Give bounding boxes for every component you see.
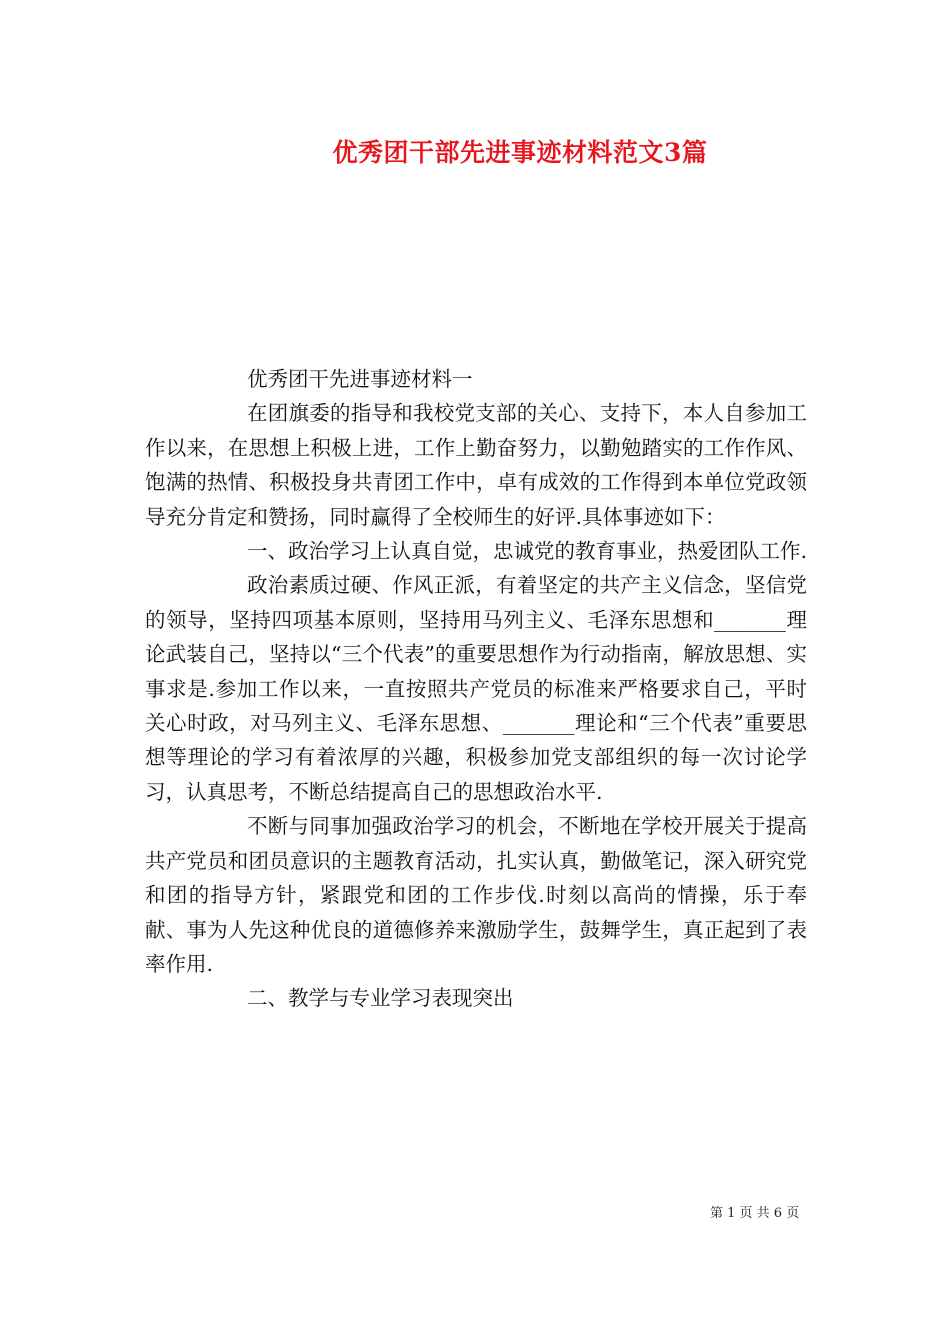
body-paragraph: 政治素质过硬、作风正派，有着坚定的共产主义信念，坚信党的领导，坚持四项基本原则，坚持用马列主义、毛泽东思想和_______理论武装自己，坚持以“三个代表”的重要思想作为行动指南，解放思想、实事求是.参加工作以来，一直按照共产党员的标准来严格要求自己，平时关心时政，对马列主义、毛泽东思想、_______理论和“三个代表”重要思想等理论的学习有着浓厚的兴趣，积极参加党支部组织的每一次讨论学习，认真思考，不断总结提高自己的思想政治水平. — [145, 573, 807, 804]
document-title — [0, 133, 950, 169]
body-paragraph: 不断与同事加强政治学习的机会，不断地在学校开展关于提高共产党员和团员意识的主题教育活动，扎实认真，勤做笔记，深入研究党和团的指导方针，紧跟党和团的工作步伐.时刻以高尚的情操，乐于奉献、事为人先这种优良的道德修养来激励学生，鼓舞学生，真正起到了表率作用. — [145, 814, 807, 976]
section-heading: 优秀团干先进事迹材料一 — [247, 367, 473, 391]
page-number: 第 1 页 共 6 页 — [710, 1206, 800, 1221]
document-title-text: 优秀团干部先进事迹材料范文3篇 — [332, 138, 708, 167]
subsection-heading: 一、政治学习上认真自觉，忠诚党的教育事业，热爱团队工作. — [247, 539, 808, 564]
subsection-heading: 二、教学与专业学习表现突出 — [247, 986, 514, 1011]
document-body — [145, 362, 807, 1016]
body-paragraph: 在团旗委的指导和我校党支部的关心、支持下，本人自参加工作以来，在思想上积极上进，工作上勤奋努力，以勤勉踏实的工作作风、饱满的热情、积极投身共青团工作中，卓有成效的工作得到本单位党政领导充分肯定和赞扬，同时赢得了全校师生的好评.具体事迹如下： — [145, 401, 807, 529]
